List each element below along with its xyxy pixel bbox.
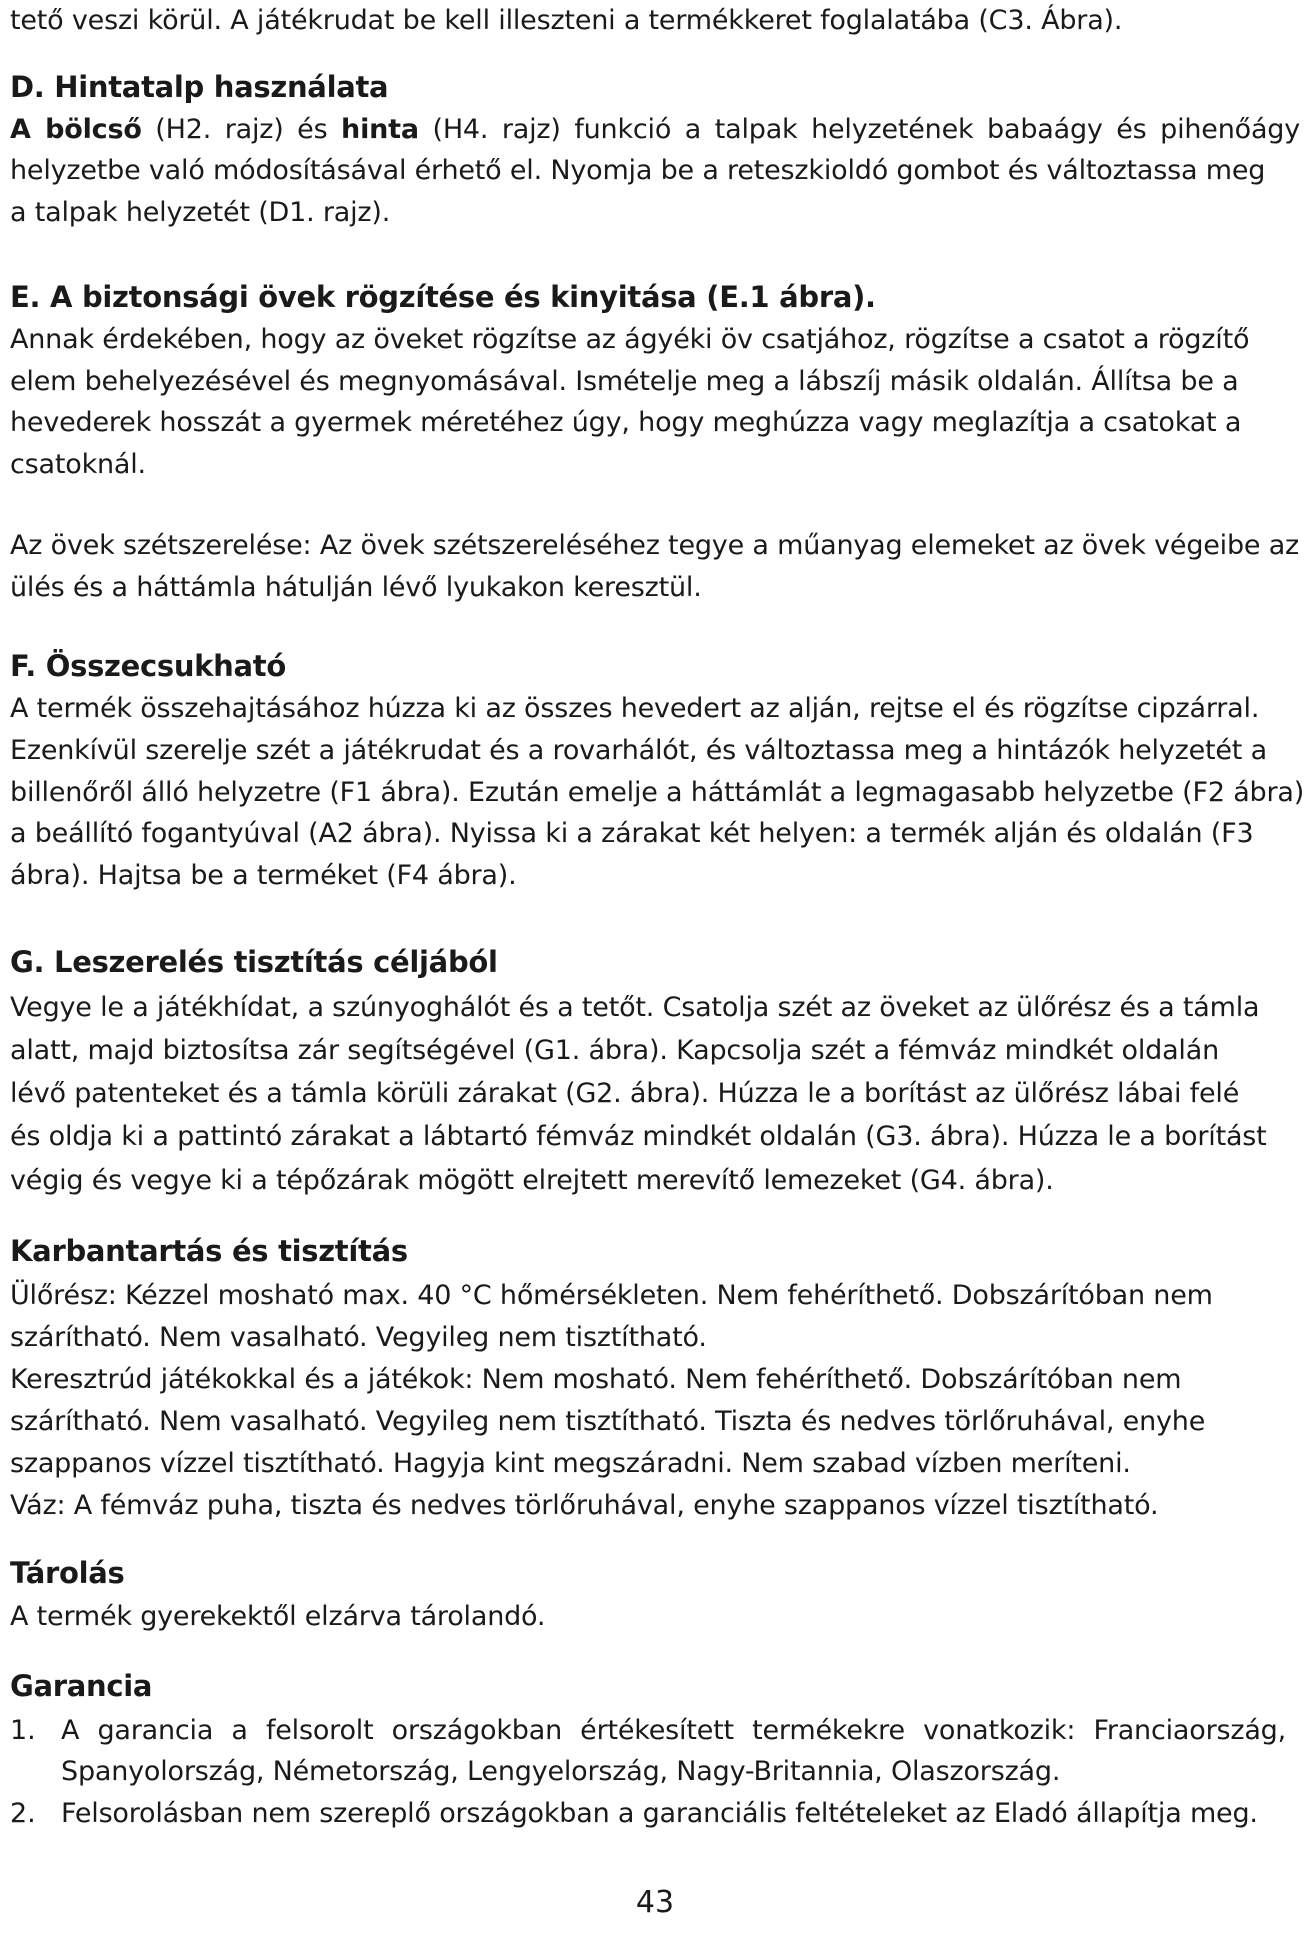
section-f-line: a beállító fogantyúval (A2 ábra). Nyissa ki a zárakat két helyen: a termék alján és oldalán (F3 — [10, 818, 1254, 849]
maintenance-line: szappanos vízzel tisztítható. Hagyja kint megszáradni. Nem szabad vízben meríteni. — [10, 1448, 1131, 1479]
maintenance-line: szárítható. Nem vasalható. Vegyileg nem tisztítható. — [10, 1322, 707, 1353]
warranty-item-2-line-1: Felsorolásban nem szereplő országokban a garanciális feltételeket az Eladó állapítja meg. — [61, 1798, 1258, 1829]
section-e-p1-line: csatoknál. — [10, 449, 146, 480]
cradle-term: A bölcső — [10, 114, 142, 145]
maintenance-title: Karbantartás és tisztítás — [10, 1234, 408, 1268]
storage-text: A termék gyerekektől elzárva tárolandó. — [10, 1601, 546, 1632]
section-e-p2-line: Az övek szétszerelése: Az övek szétszereléséhez tegye a műanyag elemeket az övek végeibe az — [10, 530, 1300, 561]
section-d-line-2: helyzetbe való módosításával érhető el. Nyomja be a reteszkioldó gombot és változtassa meg — [10, 155, 1266, 186]
swing-term: hinta — [341, 114, 419, 145]
section-g-title: G. Leszerelés tisztítás céljából — [10, 945, 498, 979]
maintenance-line: szárítható. Nem vasalható. Vegyileg nem tisztítható. Tiszta és nedves törlőruhával, enyhe — [10, 1406, 1206, 1437]
intro-line: tető veszi körül. A játékrudat be kell illeszteni a termékkeret foglalatába (C3. Ábra). — [10, 5, 1123, 36]
section-g-line: és oldja ki a pattintó zárakat a lábtartó fémváz mindkét oldalán (G3. ábra). Húzza le a borítást — [10, 1121, 1267, 1152]
section-f-line: billenőről álló helyzetre (F1 ábra). Ezután emelje a háttámlát a legmagasabb helyzetbe (F2 ábra) — [10, 777, 1305, 808]
section-e-p1-line: hevederek hosszát a gyermek méretéhez úgy, hogy meghúzza vagy meglazítja a csatokat a — [10, 407, 1242, 438]
maintenance-line: Ülőrész: Kézzel mosható max. 40 °C hőmérsékleten. Nem fehéríthető. Dobszárítóban nem — [10, 1280, 1213, 1311]
section-e-p1-line: elem behelyezésével és megnyomásával. Ismételje meg a lábszíj másik oldalán. Állítsa be a — [10, 366, 1239, 397]
warranty-item-number: 1. — [10, 1715, 36, 1746]
section-d-text: (H4. rajz) funkció a talpak helyzetének babaágy és pihenőágy — [418, 114, 1301, 145]
section-d-title: D. Hintatalp használata — [10, 70, 389, 104]
storage-title: Tárolás — [10, 1556, 125, 1590]
section-f-line: Ezenkívül szerelje szét a játékrudat és a rovarhálót, és változtassa meg a hintázók helyzetét a — [10, 735, 1267, 766]
section-d-text: (H2. rajz) és — [141, 114, 342, 145]
section-g-line: Vegye le a játékhídat, a szúnyoghálót és a tetőt. Csatolja szét az öveket az ülőrész és a támla — [10, 992, 1260, 1023]
warranty-item-1-line-2: Spanyolország, Németország, Lengyelország, Nagy-Britannia, Olaszország. — [61, 1756, 1061, 1787]
maintenance-line: Keresztrúd játékokkal és a játékok: Nem mosható. Nem fehéríthető. Dobszárítóban nem — [10, 1364, 1182, 1395]
section-g-line: alatt, majd biztosítsa zár segítségével (G1. ábra). Kapcsolja szét a fémváz mindkét oldalán — [10, 1035, 1219, 1066]
warranty-item-1-line-1: A garancia a felsorolt országokban értékesített termékekre vonatkozik: Franciaország, — [61, 1715, 1286, 1746]
section-f-title: F. Összecsukható — [10, 649, 286, 683]
section-e-p1-line: Annak érdekében, hogy az öveket rögzítse az ágyéki öv csatjához, rögzítse a csatot a rögzítő — [10, 324, 1250, 355]
section-e-p2-line: ülés és a háttámla hátulján lévő lyukakon keresztül. — [10, 572, 702, 603]
warranty-title: Garancia — [10, 1669, 153, 1703]
page-number: 43 — [635, 1885, 675, 1920]
section-d-line-3: a talpak helyzetét (D1. rajz). — [10, 197, 391, 228]
section-g-line: lévő patenteket és a támla körüli zárakat (G2. ábra). Húzza le a borítást az ülőrész lábai felé — [10, 1078, 1240, 1109]
section-g-line: végig és vegye ki a tépőzárak mögött elrejtett merevítő lemezeket (G4. ábra). — [10, 1165, 1054, 1196]
section-d-line-1 — [10, 111, 1300, 149]
warranty-item-number: 2. — [10, 1798, 36, 1829]
section-f-line: ábra). Hajtsa be a terméket (F4 ábra). — [10, 860, 517, 891]
section-f-line: A termék összehajtásához húzza ki az összes hevedert az alján, rejtse el és rögzítse cipzárral. — [10, 693, 1260, 724]
maintenance-line: Váz: A fémváz puha, tiszta és nedves törlőruhával, enyhe szappanos vízzel tisztítható. — [10, 1490, 1159, 1521]
section-e-title: E. A biztonsági övek rögzítése és kinyitása (E.1 ábra). — [10, 280, 876, 314]
